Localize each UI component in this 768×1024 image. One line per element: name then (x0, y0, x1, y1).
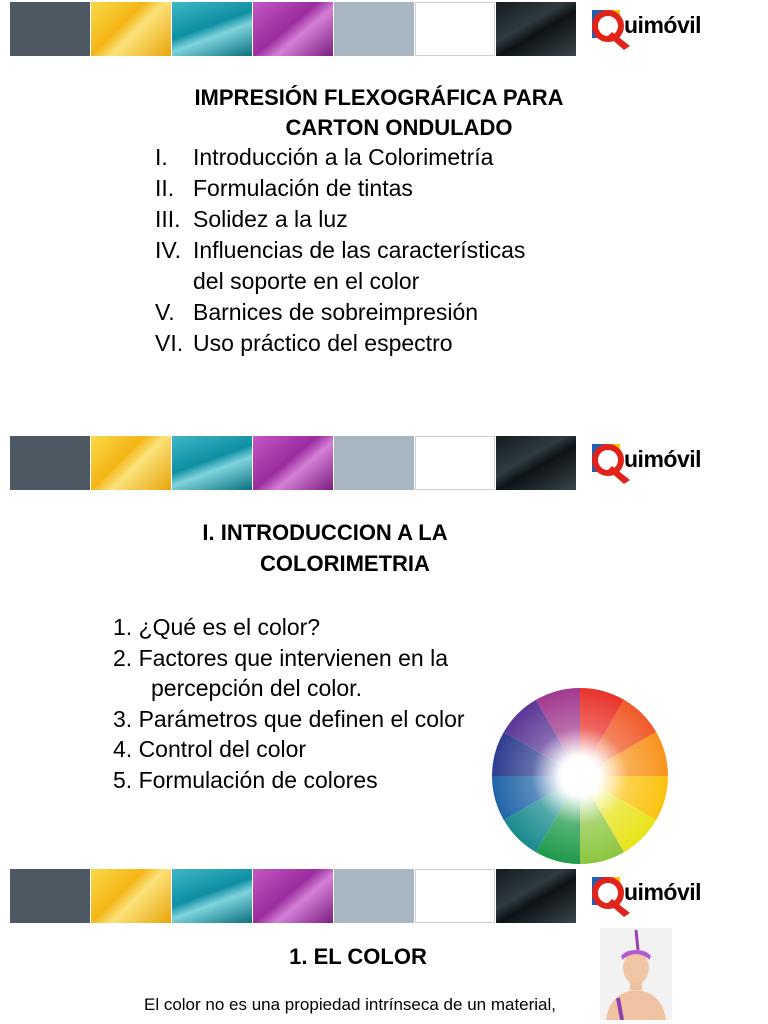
banner-tile-white (415, 436, 495, 490)
logo-text: uimóvil (624, 879, 702, 905)
banner-tile-teal (172, 2, 252, 56)
banner-tile-purple (253, 869, 333, 923)
topic-item-continuation: percepción del color. (151, 675, 362, 701)
agenda-item: II. Formulación de tintas (155, 175, 413, 201)
banner-tile-yellow (91, 436, 171, 490)
agenda-item: V. Barnices de sobreimpresión (155, 299, 479, 325)
agenda-item: III. Solidez a la luz (155, 206, 348, 232)
topic-item: 3. Parámetros que definen el color (113, 705, 465, 732)
person-photo (600, 928, 672, 1020)
banner-tile-yellow (91, 2, 171, 56)
logo-text: uimóvil (624, 12, 702, 38)
banner-tile-purple (253, 2, 333, 56)
slide1-agenda-list (155, 142, 525, 359)
slide2-topic-list (113, 612, 465, 795)
quimovil-logo (590, 6, 762, 50)
agenda-item: I. Introducción a la Colorimetría (155, 144, 494, 170)
topic-item: 2. Factores que intervienen en la (113, 644, 448, 671)
header-banner (10, 436, 578, 490)
slide1-title-line1: IMPRESIÓN FLEXOGRÁFICA PARA (194, 85, 564, 110)
banner-tile-slate (10, 436, 90, 490)
banner-tile-slate (10, 2, 90, 56)
banner-tile-gray (334, 2, 414, 56)
banner-tile-gray (334, 436, 414, 490)
banner-tile-dark (496, 436, 576, 490)
slide3-body-text: El color no es una propiedad intrínseca de un material, (143, 995, 557, 1014)
banner-tile-slate (10, 869, 90, 923)
slide2-title-line2: COLORIMETRIA (260, 551, 430, 576)
quimovil-logo (590, 440, 762, 484)
banner-tile-purple (253, 436, 333, 490)
banner-tile-yellow (91, 869, 171, 923)
topic-item: 4. Control del color (113, 736, 307, 762)
color-wheel-image (490, 686, 670, 866)
logo-text: uimóvil (624, 446, 702, 472)
banner-tile-white (415, 2, 495, 56)
banner-tile-gray (334, 869, 414, 923)
slide-1 (0, 0, 768, 400)
banner-tile-teal (172, 869, 252, 923)
header-banner (10, 2, 578, 56)
agenda-item: IV. Influencias de las características (155, 237, 526, 263)
banner-tile-teal (172, 436, 252, 490)
topic-item: 5. Formulación de colores (113, 766, 378, 793)
agenda-item: VI. Uso práctico del espectro (155, 330, 453, 356)
agenda-item-continuation: del soporte en el color (193, 268, 420, 294)
banner-tile-dark (496, 2, 576, 56)
slide2-title-line1: I. INTRODUCCION A LA (202, 520, 448, 545)
banner-tile-dark (496, 869, 576, 923)
slide-2 (0, 434, 768, 864)
slide1-title-line2: CARTON ONDULADO (285, 115, 513, 140)
slide3-title: 1. EL COLOR (289, 944, 427, 969)
topic-item: 1. ¿Qué es el color? (113, 614, 321, 640)
slide-3 (0, 867, 768, 1024)
header-banner (10, 869, 578, 923)
quimovil-logo (590, 873, 762, 917)
banner-tile-white (415, 869, 495, 923)
